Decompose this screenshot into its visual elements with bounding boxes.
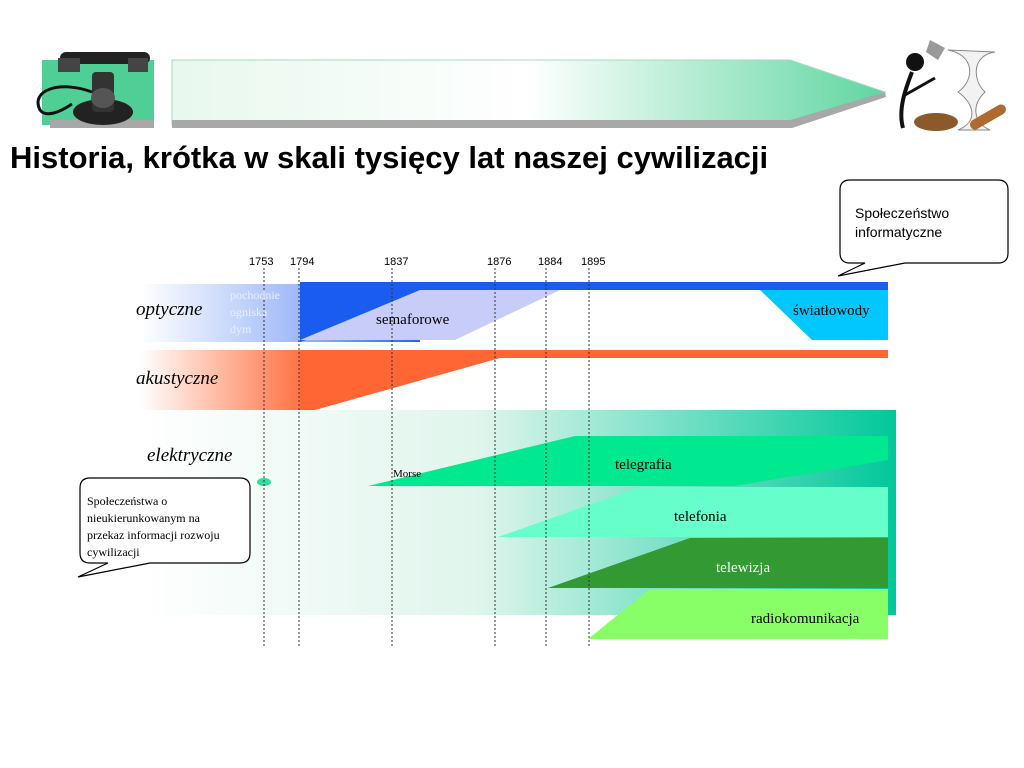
year-label-1753: 1753: [249, 256, 274, 268]
callout-line: cywilizacji: [87, 545, 140, 559]
label-radiokomunikacja: radiokomunikacja: [751, 611, 860, 627]
label-semaforowe: semaforowe: [376, 312, 450, 328]
label-pochodnie: pochodnie: [230, 288, 280, 302]
callout-line: Społeczeństwo: [855, 205, 950, 221]
callout-nieukierunkowane-text: [87, 493, 220, 561]
label-dym: dym: [230, 322, 252, 336]
callout-line: nieukierunkowanym na: [87, 511, 200, 525]
label-ogniska: ogniska: [230, 305, 268, 319]
label-telefonia: telefonia: [674, 509, 727, 525]
year-label-1895: 1895: [581, 256, 606, 268]
callout-line: informatyczne: [855, 224, 943, 240]
callout-line: przekaz informacji rozwoju: [87, 528, 220, 542]
year-label-1884: 1884: [538, 256, 563, 268]
callout-line: Społeczeństwa o: [87, 494, 168, 508]
year-label-1794: 1794: [290, 256, 315, 268]
label-telewizja: telewizja: [716, 560, 771, 576]
year-label-1876: 1876: [487, 256, 512, 268]
label-morse: Morse: [393, 468, 422, 480]
row-label-elektryczne: elektryczne: [147, 445, 233, 466]
label-telegrafia: telegrafia: [615, 457, 672, 473]
row-label-akustyczne: akustyczne: [136, 368, 219, 389]
row-label-optyczne: optyczne: [136, 299, 203, 320]
header-banner: [42, 60, 886, 128]
year-label-1837: 1837: [384, 256, 409, 268]
electric-row: [140, 410, 896, 639]
hourglass-figure-icon: [901, 40, 1008, 131]
torches-labels: [230, 287, 280, 338]
acoustic-row: [140, 350, 888, 410]
optical-blue-line: [300, 282, 888, 290]
label-swiatlowody: światłowody: [793, 303, 870, 319]
callout-informatyczne-text: [855, 204, 949, 242]
page-title: Historia, krótka w skali tysięcy lat naszej cywilizacji: [10, 140, 769, 175]
